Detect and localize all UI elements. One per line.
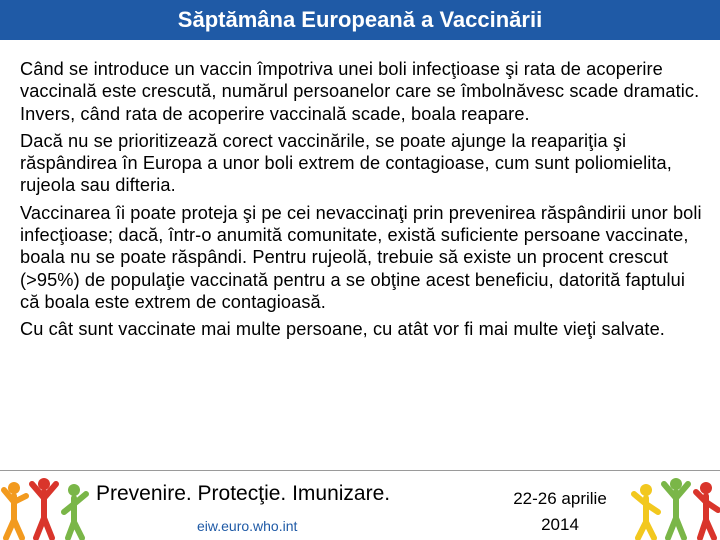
website-link[interactable]: eiw.euro.who.int xyxy=(197,518,298,534)
event-dates xyxy=(490,486,630,538)
paragraph-3: Vaccinarea îi poate proteja şi pe cei nevaccinaţi prin prevenirea răspândirii unor boli infecţioase; dacă, într-o anumită comunitate, există suficiente persoane vaccinate, boala nu se poate răspândi. Pentru rujeolă, trebuie să existe un procent crescut (>95%) de populaţie vaccinată pentru a se obţine acest beneficiu, datorită faptului că boala este extrem de contagioasă. xyxy=(20,202,702,312)
event-year: 2014 xyxy=(541,515,579,534)
body-text xyxy=(20,58,705,346)
title-bar xyxy=(0,0,720,40)
paragraph-4: Cu cât sunt vaccinate mai multe persoane, cu atât vor fi mai multe vieţi salvate. xyxy=(20,319,665,340)
campaign-slogan: Prevenire. Protecţie. Imunizare. xyxy=(96,482,391,505)
date-range: 22-26 aprilie xyxy=(513,489,607,508)
page-title: Săptămâna Europeană a Vaccinării xyxy=(177,7,543,32)
people-figures-left-icon xyxy=(0,470,90,540)
footer-divider xyxy=(0,470,720,471)
paragraph-1: Când se introduce un vaccin împotriva unei boli infecţioase şi rata de acoperire vaccinală este crescută, numărul persoanelor care se îmbolnăvesc scade dramatic. Invers, când rata de acoperire vaccinală scade, boala reapare. xyxy=(20,59,700,124)
people-figures-right-icon xyxy=(630,470,720,540)
paragraph-2: Dacă nu se prioritizează corect vaccinările, se poate ajunge la reapariţia şi răspândirea în Europa a unor boli extrem de contagioase, cum sunt poliomielita, rujeola sau difteria. xyxy=(20,130,672,196)
